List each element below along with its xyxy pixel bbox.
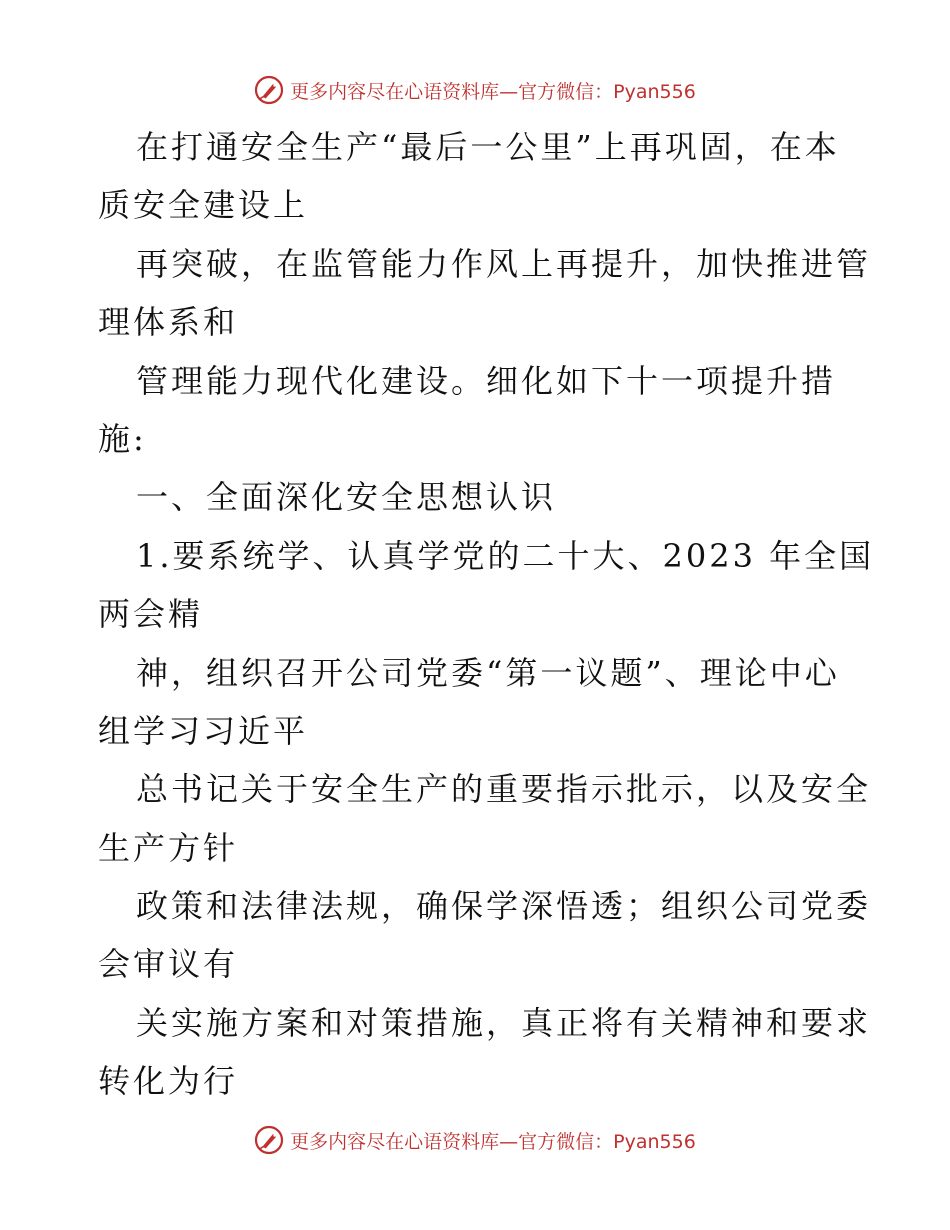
text-line: 一、全面深化安全思想认识 bbox=[136, 478, 557, 517]
text-line: 总书记关于安全生产的重要指示批示，以及安全 bbox=[136, 770, 872, 809]
watermark-text: 更多内容尽在心语资料库—官方微信：Pyan556 bbox=[290, 1130, 696, 1153]
text-line: 再突破，在监管能力作风上再提升，加快推进管 bbox=[136, 244, 872, 283]
text-line: 关实施方案和对策措施，真正将有关精神和要求 bbox=[136, 1003, 872, 1042]
text-line: 政策和法律法规，确保学深悟透；组织公司党委 bbox=[136, 887, 872, 926]
text-line: 1.要系统学、认真学党的二十大、2023 年全国 bbox=[136, 536, 875, 575]
text-line: 理体系和 bbox=[98, 303, 239, 342]
header-watermark bbox=[0, 73, 950, 107]
pen-nib-logo-icon bbox=[254, 1125, 284, 1155]
text-line: 两会精 bbox=[98, 595, 204, 634]
text-line: 施: bbox=[98, 419, 147, 458]
text-line: 管理能力现代化建设。细化如下十一项提升措 bbox=[136, 361, 837, 400]
document-body bbox=[98, 118, 875, 1111]
footer-watermark bbox=[0, 1123, 950, 1157]
text-line: 生产方针 bbox=[98, 828, 239, 867]
pen-nib-logo-icon bbox=[254, 75, 284, 105]
text-line: 会审议有 bbox=[98, 945, 239, 984]
text-line: 组学习习近平 bbox=[98, 711, 309, 750]
text-line: 转化为行 bbox=[98, 1062, 239, 1101]
text-line: 质安全建设上 bbox=[98, 186, 309, 225]
text-line: 神，组织召开公司党委“第一议题”、理论中心 bbox=[136, 653, 840, 692]
watermark-text: 更多内容尽在心语资料库—官方微信：Pyan556 bbox=[290, 80, 696, 103]
text-line: 在打通安全生产“最后一公里”上再巩固，在本 bbox=[136, 128, 840, 166]
